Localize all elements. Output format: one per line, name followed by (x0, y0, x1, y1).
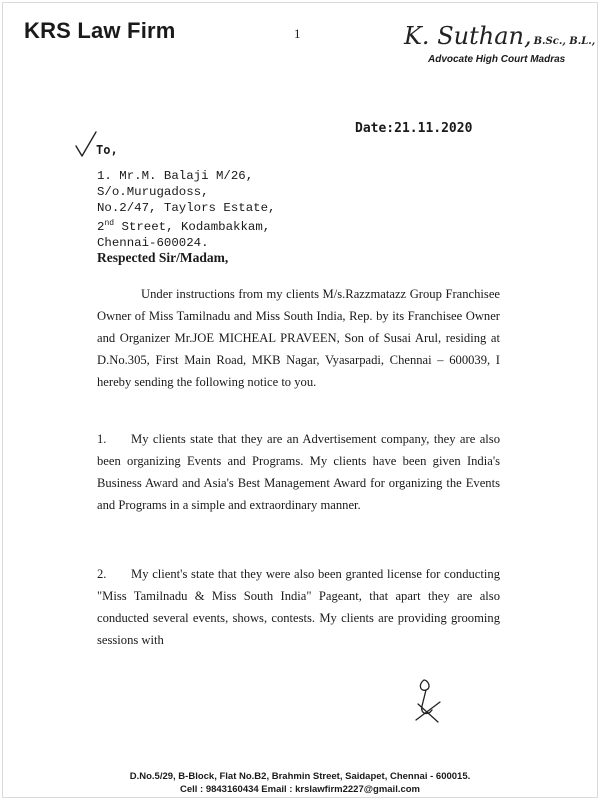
salutation: Respected Sir/Madam, (97, 250, 229, 265)
point-text: My clients state that they are an Advertisement company, they are also been organizing Events and Programs. My clients have been given India's Business Award and Asia's Best Management Award for organizing the Events and Programs in a simple and extraordinary manner. (97, 432, 500, 512)
point-number: 2. (97, 567, 107, 581)
address-line: 2nd Street, Kodambakkam, (97, 219, 271, 235)
point-1 (97, 428, 500, 516)
intro-paragraph: Under instructions from my clients M/s.Razzmatazz Group Franchisee Owner of Miss Tamilnadu and Miss South India, Rep. by its Franchisee Owner and Organizer Mr.JOE MICHEAL PRAVEEN, Son of Susai Arul, residing at D.No.305, First Main Road, MKB Nagar, Vyasarpadi, Chennai – 600039, I hereby sending the following notice to you. (97, 287, 500, 389)
footer-phone-email: Cell : 9843160434 Email : krslawfirm2227@gmail.com (179, 784, 421, 795)
page-border (2, 2, 598, 798)
address-line: Chennai-600024. (97, 236, 209, 251)
point-text: My client's state that they were also been granted license for conducting "Miss Tamilnadu & Miss South India" Pageant, that apart they are also conducted several events, shows, contests. My clients are providing grooming sessions with (97, 567, 500, 647)
address-line: No.2/47, Taylors Estate, (97, 201, 276, 215)
page-number: 1 (294, 26, 301, 41)
address-line: 1. Mr.M. Balaji M/26, (97, 169, 254, 183)
advocate-court: Advocate High Court Madras (428, 54, 566, 65)
advocate-name (404, 22, 595, 50)
address-line: S/o.Murugadoss, (97, 185, 209, 199)
handwritten-signature (408, 676, 448, 726)
footer-address: D.No.5/29, B-Block, Flat No.B2, Brahmin Street, Saidapet, Chennai - 600015. (129, 771, 471, 782)
point-number: 1. (97, 432, 107, 446)
firm-name: KRS Law Firm (24, 18, 176, 43)
notice-date: Date:21.11.2020 (355, 121, 473, 136)
recipient-address (97, 168, 275, 251)
to-label: To, (96, 143, 118, 157)
point-2 (97, 563, 500, 651)
advocate-name-text: K. Suthan, (404, 22, 532, 50)
advocate-degree: B.Sc., B.L., (533, 36, 596, 47)
footer-contact (0, 770, 600, 796)
